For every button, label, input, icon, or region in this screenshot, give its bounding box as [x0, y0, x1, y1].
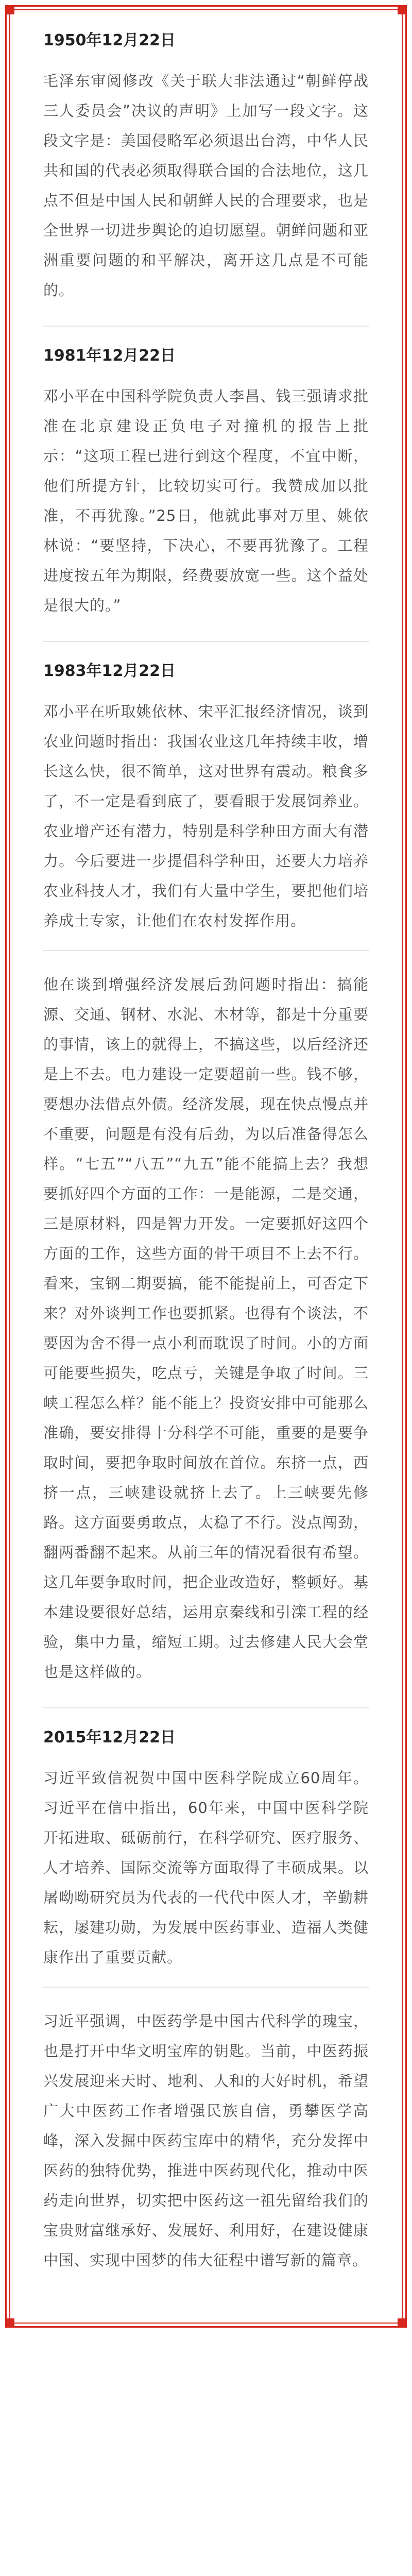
entry-paragraph: 毛泽东审阅修改《关于联大非法通过“朝鲜停战三人委员会”决议的声明》上加写一段文字。这段文字是：美国侵略军必须退出台湾，中华人民共和国的代表必须取得联合国的合法地位，这几点不但是中国人民和朝鲜人民的合理要求，也是全世界一切进步舆论的迫切愿望。朝鲜问题和亚洲重要问题的和平解决，离开这几点是不可能的。 [43, 72, 369, 299]
corner-ornament [5, 5, 14, 14]
entry-paragraph: 习近平强调，中医药学是中国古代科学的瑰宝，也是打开中华文明宝库的钥匙。当前，中医药振兴发展迎来天时、地利、人和的大好时机，希望广大中医药工作者增强民族自信，勇攀医学高峰，深入发掘中医药宝库中的精华，充分发挥中医药的独特优势，推进中医药现代化，推动中医药走向世界，切实把中医药这一祖先留给我们的宝贵财富继承好、发展好、利用好，在建设健康中国、实现中国梦的伟大征程中谱写新的篇章。 [43, 2012, 369, 2269]
article-content [19, 9, 393, 2316]
entry-1983 [43, 660, 369, 1687]
entry-1950 [43, 30, 369, 305]
entry-date: 1983年12月22日 [43, 662, 176, 680]
entry-paragraph: 习近平致信祝贺中国中医科学院成立60周年。习近平在信中指出，60年来，中国中医科学院开拓进取、砥砺前行，在科学研究、医疗服务、人才培养、国际交流等方面取得了丰硕成果。以屠呦呦研究员为代表的一代代中医人才，辛勤耕耘，屡建功勋，为发展中医药事业、造福人类健康作出了重要贡献。 [43, 1769, 369, 1966]
divider [43, 950, 369, 951]
entry-paragraph: 他在谈到增强经济发展后劲问题时指出：搞能源、交通、钢材、水泥、木材等，都是十分重要的事情，该上的就得上，不搞这些，以后经济还是上不去。电力建设一定要超前一些。钱不够，要想办法借点外债。经济发展，现在快点慢点并不重要，问题是有没有后劲，为以后准备得怎么样。“七五”“八五”“九五”能不能搞上去？我想要抓好四个方面的工作：一是能源，二是交通，三是原材料，四是智力开发。一定要抓好这四个方面的工作，这些方面的骨干项目不上去不行。看来，宝钢二期要搞，能不能提前上，可否定下来？对外谈判工作也要抓紧。也得有个谈法，不要因为舍不得一点小利而耽误了时间。小的方面可能要些损失，吃点亏，关键是争取了时间。三峡工程怎么样？能不能上？投资安排中可能那么准确，要安排得十分科学不可能，重要的是要争取时间，要把争取时间放在首位。东挤一点，西挤一点，三峡建设就挤上去了。上三峡要先修路。这方面要勇敢点，太稳了不行。没点闯劲，翻两番翻不起来。从前三年的情况看很有希望。这几年要争取时间，把企业改造好，整顿好。基本建设要很好总结，运用京秦线和引滦工程的经验，集中力量，缩短工期。过去修建人民大会堂也是这样做的。 [43, 976, 369, 1681]
corner-ornament [5, 2318, 14, 2328]
divider [43, 326, 369, 327]
entry-date: 1950年12月22日 [43, 31, 176, 49]
divider [43, 1707, 369, 1708]
entry-paragraph: 邓小平在中国科学院负责人李昌、钱三强请求批准在北京建设正负电子对撞机的报告上批示：“这项工程已进行到这个程度，不宜中断，他们所提方针，比较切实可行。我赞成加以批准，不再犹豫。”25日，他就此事对万里、姚依林说：“要坚持，下决心，不要再犹豫了。工程进度按五年为期限，经费要放宽一些。这个益处是很大的。” [43, 387, 369, 614]
divider [43, 641, 369, 642]
entry-1981 [43, 345, 369, 620]
entry-paragraph: 邓小平在听取姚依林、宋平汇报经济情况，谈到农业问题时指出：我国农业这几年持续丰收，增长这么快，很不简单，这对世界有震动。粮食多了，不一定是看到底了，要看眼于发展饲养业。农业增产还有潜力，特别是科学种田方面大有潜力。今后要进一步提倡科学种田，还要大力培养农业科技人才，我们有大量中学生，要把他们培养成土专家，让他们在农村发挥作用。 [43, 703, 369, 929]
corner-ornament [398, 2318, 407, 2328]
divider [43, 1987, 369, 1988]
entry-date: 2015年12月22日 [43, 1728, 176, 1747]
entry-date: 1981年12月22日 [43, 347, 176, 365]
corner-ornament [398, 5, 407, 14]
entry-2015 [43, 1727, 369, 2275]
